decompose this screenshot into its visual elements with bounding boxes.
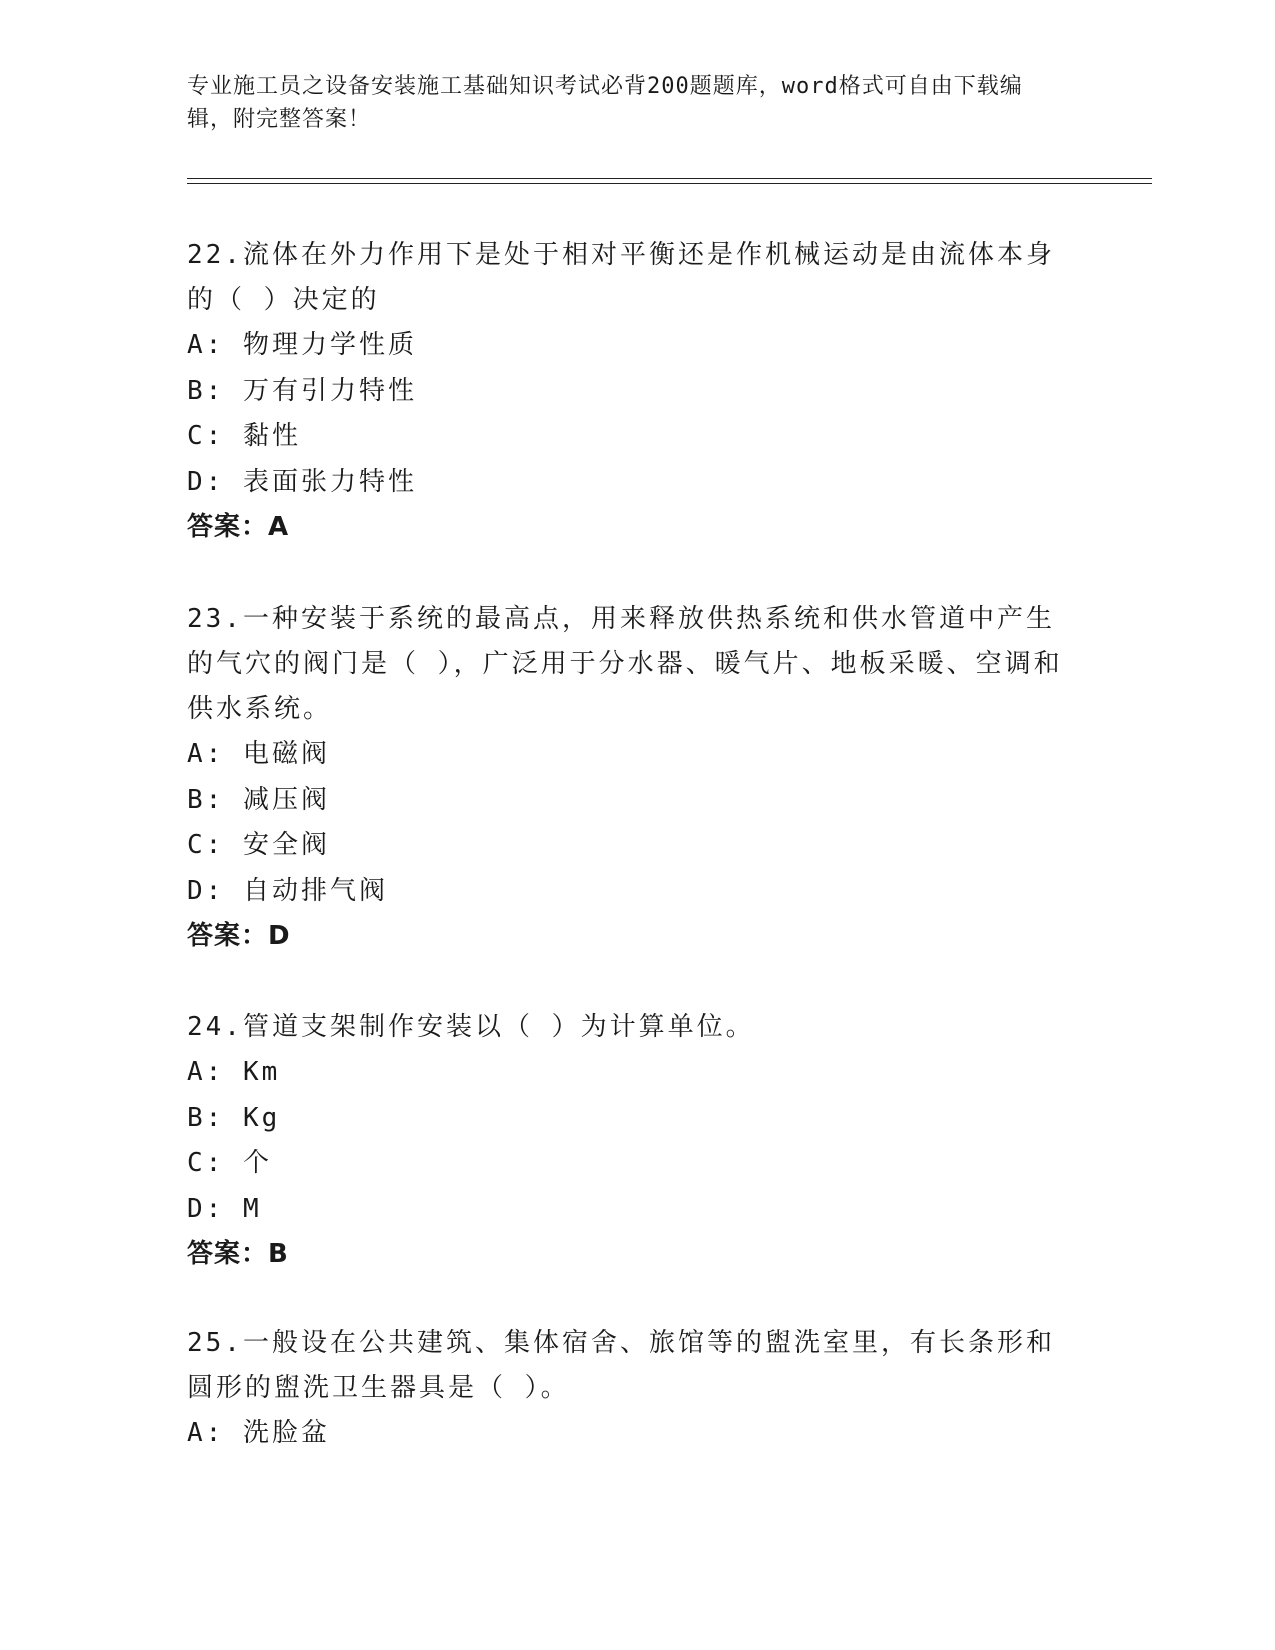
option-d: D: 自动排气阀 xyxy=(187,875,388,906)
question-24 xyxy=(187,1005,1067,1277)
option-a: A: 电磁阀 xyxy=(187,739,330,769)
option-d: D: M xyxy=(187,1193,262,1224)
option-b: B: Kg xyxy=(187,1102,281,1133)
header-divider-top xyxy=(187,178,1152,179)
option-a: A: 洗脸盆 xyxy=(187,1418,330,1448)
document-header: 专业施工员之设备安装施工基础知识考试必背200题题库，word格式可自由下载编辑，附完整答案！ xyxy=(187,74,1023,132)
question-stem: 23.一种安装于系统的最高点，用来释放供热系统和供水管道中产生的气穴的阀门是（ ），广泛用于分水器、暖气片、地板采暖、空调和供水系统。 xyxy=(187,604,1063,724)
option-a: A: 物理力学性质 xyxy=(187,330,417,360)
question-stem: 25.一般设在公共建筑、集体宿舍、旅馆等的盥洗室里，有长条形和圆形的盥洗卫生器具是（ ）。 xyxy=(187,1328,1055,1403)
option-c: C: 安全阀 xyxy=(187,830,330,860)
option-a: A: Km xyxy=(187,1057,281,1087)
question-stem: 22.流体在外力作用下是处于相对平衡还是作机械运动是由流体本身的（ ）决定的 xyxy=(187,240,1055,315)
answer-line: 答案：A xyxy=(187,512,290,542)
option-b: B: 万有引力特性 xyxy=(187,375,417,406)
question-23 xyxy=(187,597,1067,959)
header-divider-bottom xyxy=(187,183,1152,184)
question-25 xyxy=(187,1321,1067,1457)
question-stem: 24.管道支架制作安装以（ ）为计算单位。 xyxy=(187,1012,755,1042)
answer-line: 答案：D xyxy=(187,921,291,951)
answer-line: 答案：B xyxy=(187,1239,289,1269)
option-d: D: 表面张力特性 xyxy=(187,466,417,497)
option-c: C: 个 xyxy=(187,1148,272,1178)
option-b: B: 减压阀 xyxy=(187,784,330,815)
option-c: C: 黏性 xyxy=(187,421,301,451)
question-22 xyxy=(187,233,1067,550)
